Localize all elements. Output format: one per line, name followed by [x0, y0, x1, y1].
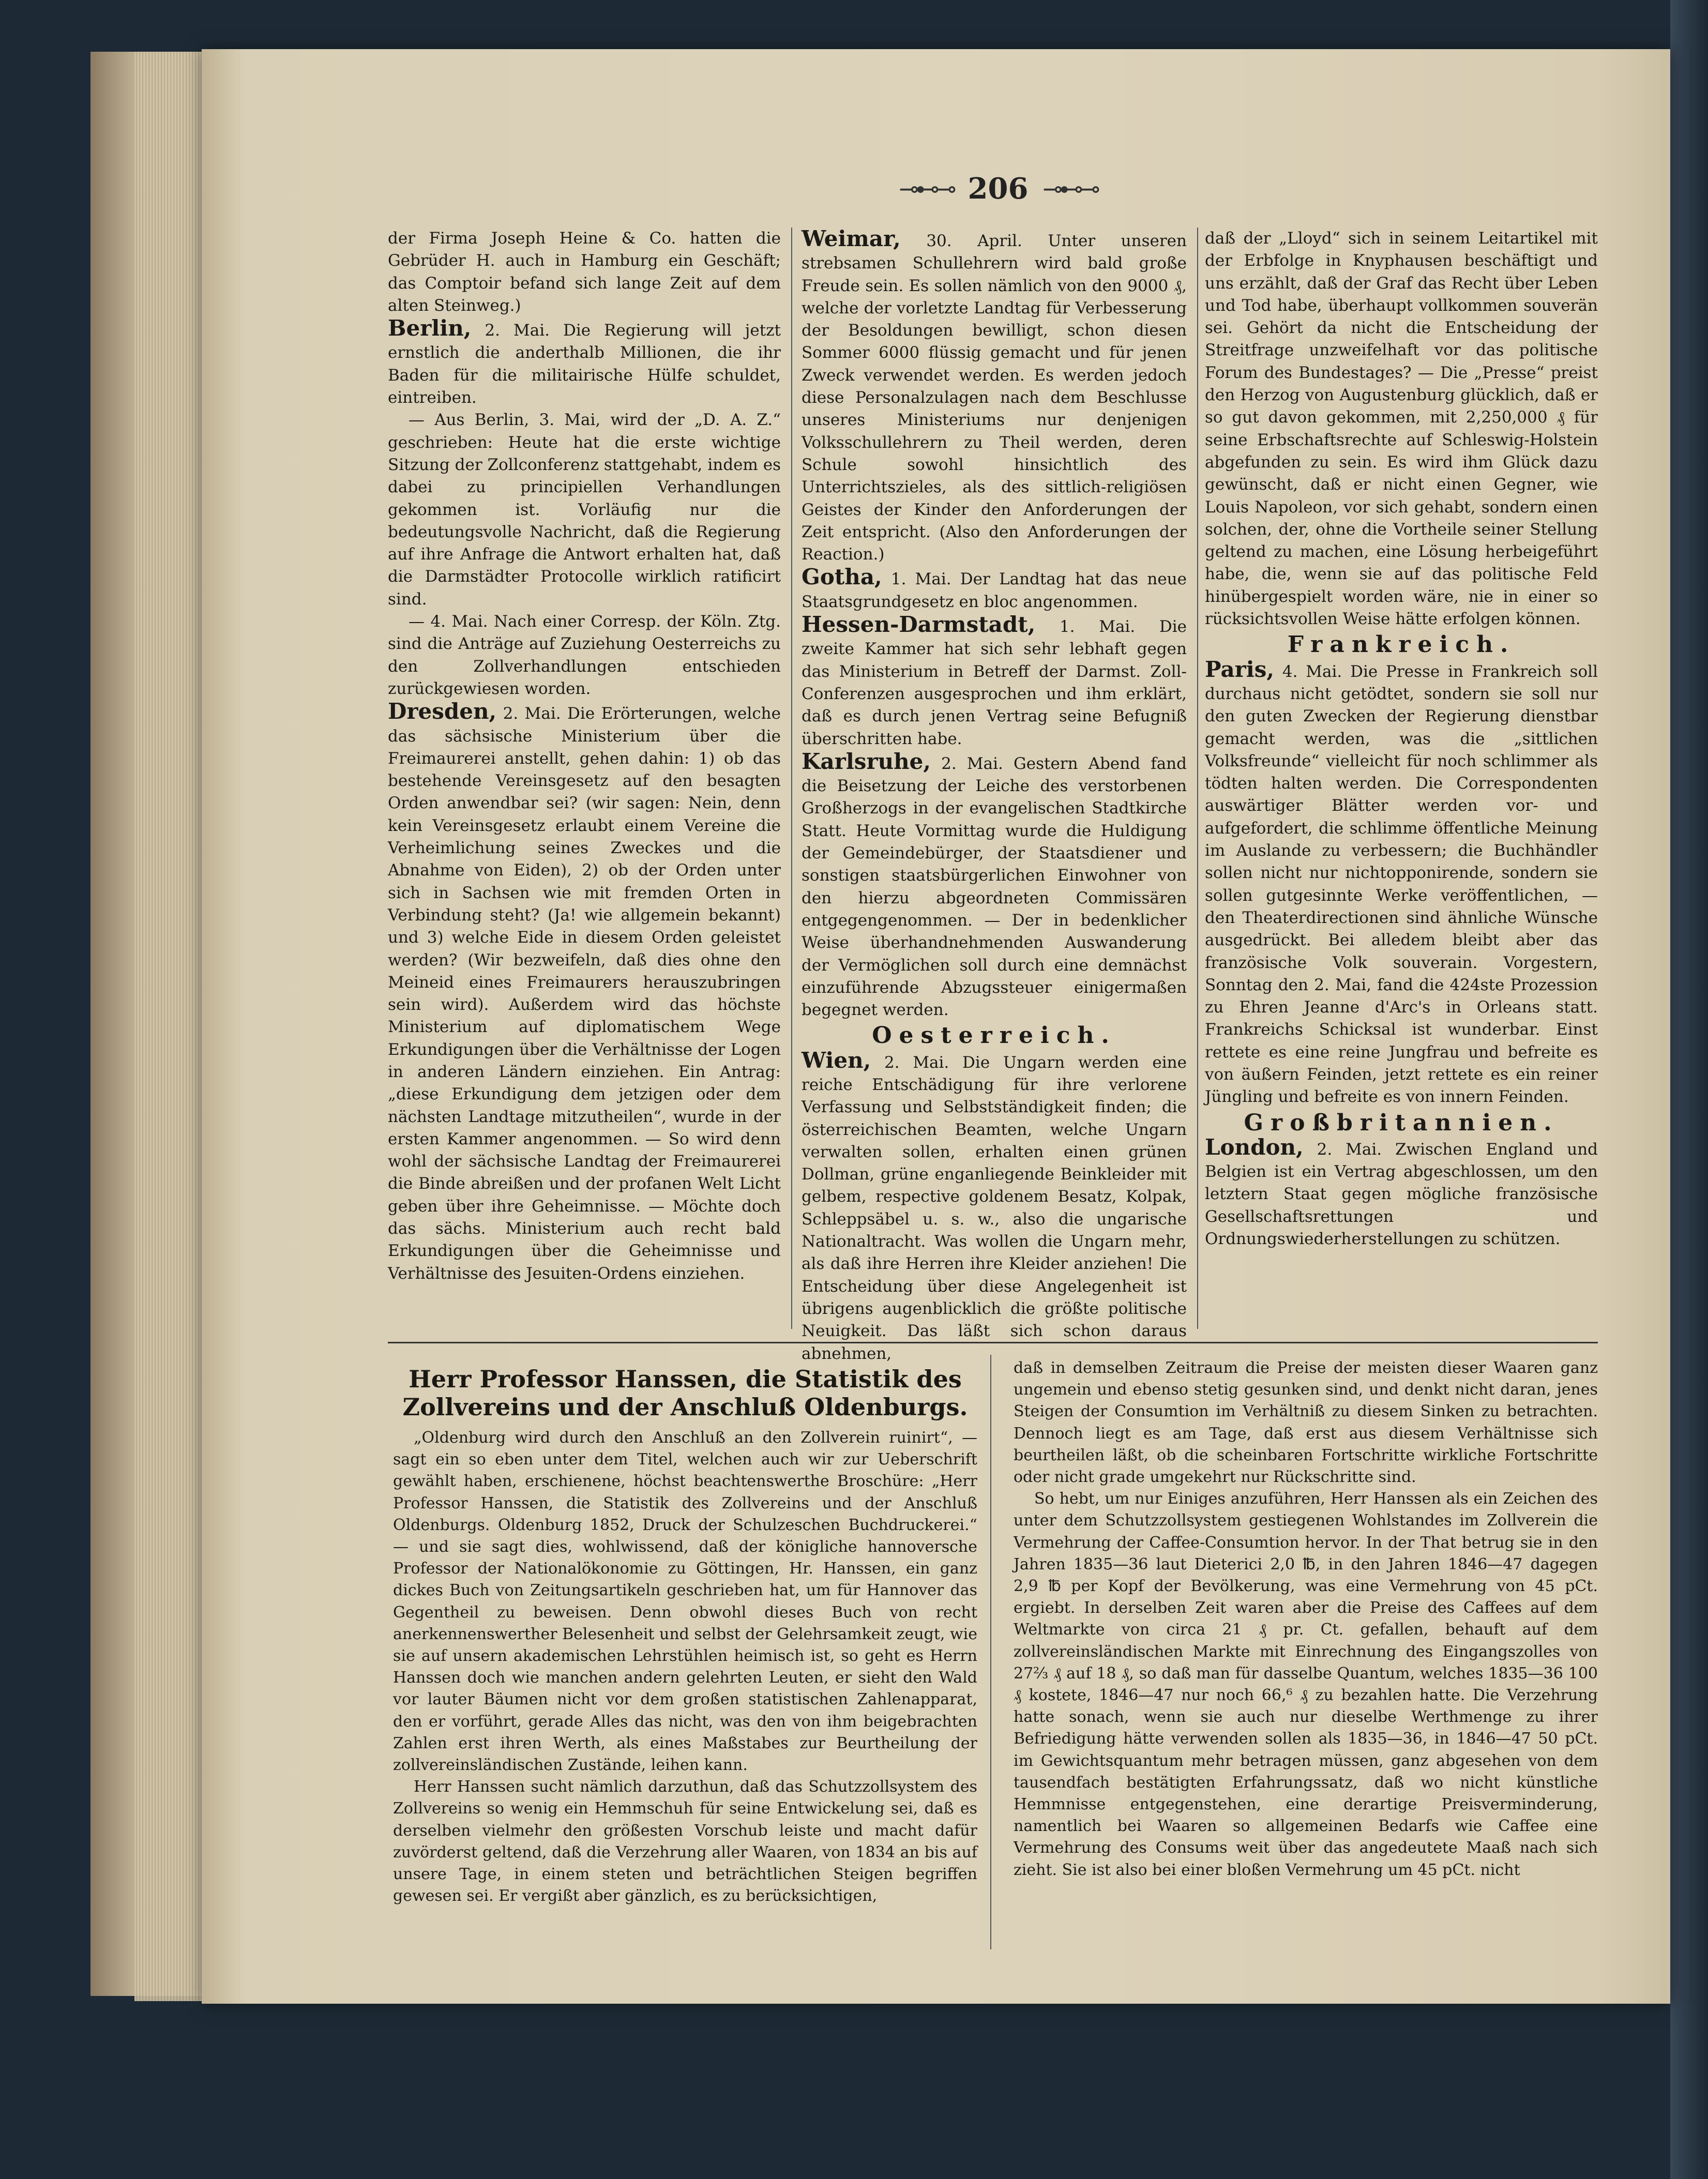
paragraph: Herr Hanssen sucht nämlich darzuthun, daß das Schutzzollsystem des Zollvereins so wenig ein Hemmschuh für seine Entwickelung sei, daß es derselben vielmehr den größesten Vorschub leiste und macht dafür zuvörderst geltend, daß die Verzehrung aller Waaren, von 1834 an bis auf unsere Tage, in einem steten und beträchtlichen Steigen begriffen gewesen sei. Er vergißt aber gänzlich, es zu berücksichtigen,	[393, 1778, 977, 1905]
section-heading-france: Frankreich.	[1287, 631, 1516, 658]
paragraph: der Firma Joseph Heine & Co. hatten die Gebrüder H. auch in Hamburg ein Geschäft; das Comptoir befand sich lange Zeit auf dem alten Steinweg.)	[388, 229, 781, 315]
paragraph: daß der „Lloyd“ sich in seinem Leitartikel mit der Erbfolge in Knyphausen beschäftigt und uns erzählt, daß der Graf das Recht über Leben und Tod habe, überhaupt vollkommen souverän sei. Gehört da nicht die Entscheidung der Streitfrage unzweifelhaft vor das politische Forum des Bundestages? — Die „Presse“ preist den Herzog von Augustenburg glücklich, daß er so gut davon gekommen, mit 2,250,000 ₰ für seine Erbschaftsrechte auf Schleswig-Holstein abgefunden zu sein. Es wird ihm Glück dazu gewünscht, daß er nicht einen Gegner, wie Louis Napoleon, vor sich gehabt, sondern einen solchen, der, ohne die Vortheile seiner Stellung geltend zu machen, eine Lösung herbeigeführt habe, die, wenn sie auf das politische Feld hinübergespielt worden wäre, nie in einer so rücksichtsvollen Weise hätte erfolgen können.	[1205, 229, 1598, 629]
right-border	[1670, 0, 1708, 2179]
article-column-right	[1014, 1357, 1598, 1881]
paragraph: So hebt, um nur Einiges anzuführen, Herr Hanssen als ein Zeichen des unter dem Schutzzollsystem gestiegenen Wohlstandes im Zollverein die Vermehrung der Caffee-Consumtion hervor. In der That betrug sie in den Jahren 1835—36 laut Dieterici 2,0 ℔, in den Jahren 1846—47 dagegen 2,9 ℔ per Kopf der Bevölkerung, was eine Vermehrung von 45 pCt. ergiebt. In derselben Zeit waren aber die Preise des Caffees auf dem Weltmarkte von circa 21 ₰ pr. Ct. gefallen, behauft auf dem zollvereinsländischen Markte mit Einrechnung des Eingangszolles von 27⅔ ₰ auf 18 ₰, so daß man für dasselbe Quantum, welches 1835—36 100 ₰ kostete, 1846—47 nur noch 66,⁶ ₰ zu bezahlen hatte. Die Verzehrung hatte sonach, wenn sie auch nur dieselbe Werthmenge zu ihrer Befriedigung hätte verwenden sollen als 1835—36, in 1846—47 50 pCt. im Gewichtsquantum mehr betragen müssen, ganz abgesehen von dem tausendfach bestätigten Erfahrungssatz, daß wo nicht künstliche Hemmnisse entgegenstehen, eine derartige Preisverminderung, namentlich bei Waaren so allgemeinen Bedarfs wie Caffee eine Vermehrung des Consums weit über das angedeutete Maaß nach sich zieht. Sie ist also bei einer bloßen Vermehrung um 45 pCt. nicht	[1014, 1490, 1598, 1879]
dateline-london: London,	[1205, 1134, 1304, 1160]
article-column-left	[393, 1427, 977, 1907]
page-header	[889, 173, 1107, 204]
dateline-berlin: Berlin,	[388, 315, 472, 341]
paragraph: „Oldenburg wird durch den Anschluß an den Zollverein ruinirt“, — sagt ein so eben unter dem Titel, welchen auch wir zur Ueberschrift gewählt haben, erschienene, höchst beachtenswerthe Broschüre: „Herr Professor Hanssen, die Statistik des Zollvereins und der Anschluß Oldenburgs. Oldenburg 1852, Druck der Schulzeschen Buchdruckerei.“ — und sie sagt dies, wohlwissend, daß der königliche hannoversche Professor der Nationalökonomie zu Göttingen, Hr. Hanssen, ein ganz dickes Buch von Zeitungsartikeln geschrieben hat, um für Hannover das Gegentheil zu beweisen. Denn obwohl dieses Buch von recht anerkennenswerther Belesenheit und selbst der Gelehrsamkeit zeugt, wie sie auf unsern akademischen Lehrstühlen heimisch ist, so geht es Herrn Hanssen doch wie manchen andern gelehrten Leuten, er sieht den Wald vor lauter Bäumen nicht vor dem großen statistischen Zahlenapparat, den er vorführt, gerade Alles das nicht, was den von ihm beigebrachten Zahlen erst ihren Werth, als eines Maßstabes zur Beurtheilung der zollvereinsländischen Zustände, leihen kann.	[393, 1429, 977, 1775]
column-2	[802, 228, 1187, 1365]
article-title: Herr Professor Hanssen, die Statistik des Zollvereins und der Anschluß Oldenburgs.	[402, 1365, 968, 1421]
dateline-dresden: Dresden,	[388, 699, 497, 724]
paragraph	[388, 700, 781, 1285]
dateline-gotha: Gotha,	[802, 564, 882, 590]
paragraph	[1205, 658, 1598, 1109]
section-heading-austria: Oesterreich.	[872, 1022, 1116, 1049]
paragraph-text: 1. Mai. Der Landtag hat das neue Staatsgrundgesetz en bloc angenommen.	[802, 570, 1187, 611]
dateline-paris: Paris,	[1205, 656, 1275, 682]
paragraph-text: 1. Mai. Die zweite Kammer hat sich sehr lebhaft gegen das Ministerium in Betreff der Darmst. Zoll-Conferenzen ausgesprochen und ihm erklärt, daß es durch jenen Vertrag seine Befugniß überschritten habe.	[802, 617, 1187, 748]
paragraph-text: 30. April. Unter unseren strebsamen Schullehrern wird bald große Freude sein. Es sollen nämlich von den 9000 ₰, welche der vorletzte Landtag für Verbesserung der Besoldungen bewilligt, schon diesen Sommer 6000 flüssig gemacht und für jenen Zweck verwendet werden. Es werden jedoch diese Personalzulagen nach dem Beschlusse unseres Ministeriums nur denjenigen Volksschullehrern zu Theil werden, deren Schule sowohl hinsichtlich des Unterrichtszieles, als des sittlich-religiösen Geistes der Kinder den Anforderungen der Zeit entspricht. (Also den Anforderungen der Reaction.)	[802, 232, 1187, 564]
section-heading-great-britain: Großbritannien.	[1244, 1109, 1559, 1136]
paragraph: — 4. Mai. Nach einer Corresp. der Köln. Ztg. sind die Anträge auf Zuziehung Oesterreichs zu den Zollverhandlungen entschieden zurückgewiesen worden.	[388, 612, 781, 698]
paragraph-text: 2. Mai. Gestern Abend fand die Beisetzung der Leiche des verstorbenen Großherzogs in der evangelischen Stadtkirche Statt. Heute Vormittag wurde die Huldigung der Gemeindebürger, der Staatsdiener und sonstigen staatsbürgerlichen Einwohner von den hierzu abgeordneten Commissären entgegengenommen. — Der in bedenklicher Weise überhandnehmenden Auswanderung der Vermöglichen soll durch eine demnächst einzuführende Abzugssteuer einigermaßen begegnet werden.	[802, 754, 1187, 1020]
column-divider	[1197, 228, 1198, 1329]
section-rule	[388, 1342, 1598, 1343]
dateline-wien: Wien,	[802, 1047, 871, 1073]
paragraph-text: 2. Mai. Die Ungarn werden eine reiche Entschädigung für ihre verlorene Verfassung und Selbstständigkeit finden; die österreichischen Beamten, welche Ungarn verwalten sollen, erhalten einen grünen Dollman, grüne enganliegende Beinkleider mit gelbem, respective goldenem Besatz, Kolpak, Schleppsäbel u. s. w., also die ungarische Nationaltracht. Was wollen die Ungarn mehr, als daß ihre Herren ihre Kleider anziehen! Die Entscheidung über diese Angelegenheit ist übrigens augenblicklich die größte politische Neuigkeit. Das läßt sich schon daraus abnehmen,	[802, 1053, 1187, 1363]
paragraph-text: 4. Mai. Die Presse in Frankreich soll durchaus nicht getödtet, sondern sie soll nur den guten Zwecken der Regierung dienstbar gemacht werden, was die „sittlichen Volksfreunde“ vielleicht für noch schlimmer als tödten halten werden. Die Correspondenten auswärtiger Blätter werden vor- und aufgefordert, die schlimme öffentliche Meinung im Auslande zu verbessern; die Buchhändler sollen nicht nur nichtopponirende, sondern sie sollen gutgesinnte Werke veröffentlichen, — den Theaterdirectionen sind ähnliche Wünsche ausgedrückt. Bei alledem bleibt aber das französische Volk souverain. Vorgestern, Sonntag den 2. Mai, fand die 424ste Prozession zu Ehren Jeanne d'Arc's in Orleans statt. Frankreichs Schicksal ist wunderbar. Einst rettete es eine reine Jungfrau und befreite es von äußern Feinden, jetzt rettete es ein reiner Jüngling und befreite es von innern Feinden.	[1205, 662, 1598, 1107]
paragraph-text: 2. Mai. Die Erörterungen, welche das sächsische Ministerium über die Freimaurerei anstellt, gehen dahin: 1) ob das bestehende Vereinsgesetz auf den besagten Orden anwendbar sei? (wir sagen: Nein, denn kein Vereinsgesetz erlaubt einem Vereine die Verheimlichung seines Zweckes und die Abnahme von Eiden), 2) ob der Orden unter sich in Sachsen wie mit fremden Orten in Verbindung steht? (Ja! wie allgemein bekannt) und 3) welche Eide in diesem Orden geleistet werden? (Wir bezweifeln, daß dies ohne den Meineid eines Freimaurers herauszubringen sein wird). Außerdem wird das höchste Ministerium auf diplomatischem Wege Erkundigungen über die Verhältnisse der Logen in anderen Ländern einziehen. Ein Antrag: „diese Erkundigung dem jetzigen oder dem nächsten Landtage mitzutheilen“, wurde in der ersten Kammer angenommen. — So wird denn wohl der sächsische Landtag der Freimaurerei die Binde abreißen und der profanen Welt Licht geben über ihre Geheimnisse. — Möchte doch das sächs. Ministerium auch recht bald Erkundigungen über die Geheimnisse und Verhältnisse des Jesuiten-Ordens einziehen.	[388, 704, 781, 1283]
dateline-weimar: Weimar,	[802, 226, 901, 251]
paragraph: — Aus Berlin, 3. Mai, wird der „D. A. Z.“ geschrieben: Heute hat die erste wichtige Sitzung der Zollconferenz stattgehabt, indem es dabei zu principiellen Verhandlungen gekommen ist. Vorläufig nur die bedeutungsvolle Nachricht, daß die Regierung auf ihre Anfrage die Antwort erhalten hat, daß die Darmstädter Protocolle wirklich ratificirt sind.	[388, 411, 781, 609]
paragraph	[1205, 1136, 1598, 1250]
column-divider	[990, 1355, 991, 1949]
paragraph-text: 2. Mai. Die Regierung will jetzt ernstlich die anderthalb Millionen, die ihr Baden für die militairische Hülfe schuldet, eintreiben.	[388, 321, 781, 407]
paragraph	[388, 317, 781, 409]
paragraph: daß in demselben Zeitraum die Preise der meisten dieser Waaren ganz ungemein und ebenso stetig gesunken sind, und denkt nicht daran, jenes Steigen der Consumtion im Verhältniß zu diesem Sinken zu betrachten. Dennoch liegt es am Tage, daß erst aus diesem Verhältnisse sich beurtheilen läßt, ob die scheinbaren Fortschritte wirkliche Fortschritte oder nicht grade umgekehrt nur Rückschritte sind.	[1014, 1359, 1598, 1487]
column-1	[388, 228, 781, 1285]
paragraph	[802, 613, 1187, 750]
column-3	[1205, 228, 1598, 1250]
page-number: 206	[968, 172, 1029, 206]
paragraph	[802, 566, 1187, 613]
ornament-left-icon: ⊸⊷⊸	[899, 175, 954, 203]
dateline-hessen: Hessen-Darmstadt,	[802, 612, 1036, 638]
dateline-karlsruhe: Karlsruhe,	[802, 748, 931, 774]
paragraph	[802, 228, 1187, 566]
column-divider	[791, 228, 792, 1329]
paragraph-text: 2. Mai. Zwischen England und Belgien ist ein Vertrag abgeschlossen, um den letztern Staat gegen mögliche französische Gesellschaftsrettungen und Ordnungswiederherstellungen zu schützen.	[1205, 1140, 1598, 1249]
ornament-right-icon: ⊸⊷⊸	[1042, 175, 1097, 203]
paragraph	[802, 750, 1187, 1022]
paragraph	[802, 1049, 1187, 1365]
page-edges	[134, 52, 207, 2001]
